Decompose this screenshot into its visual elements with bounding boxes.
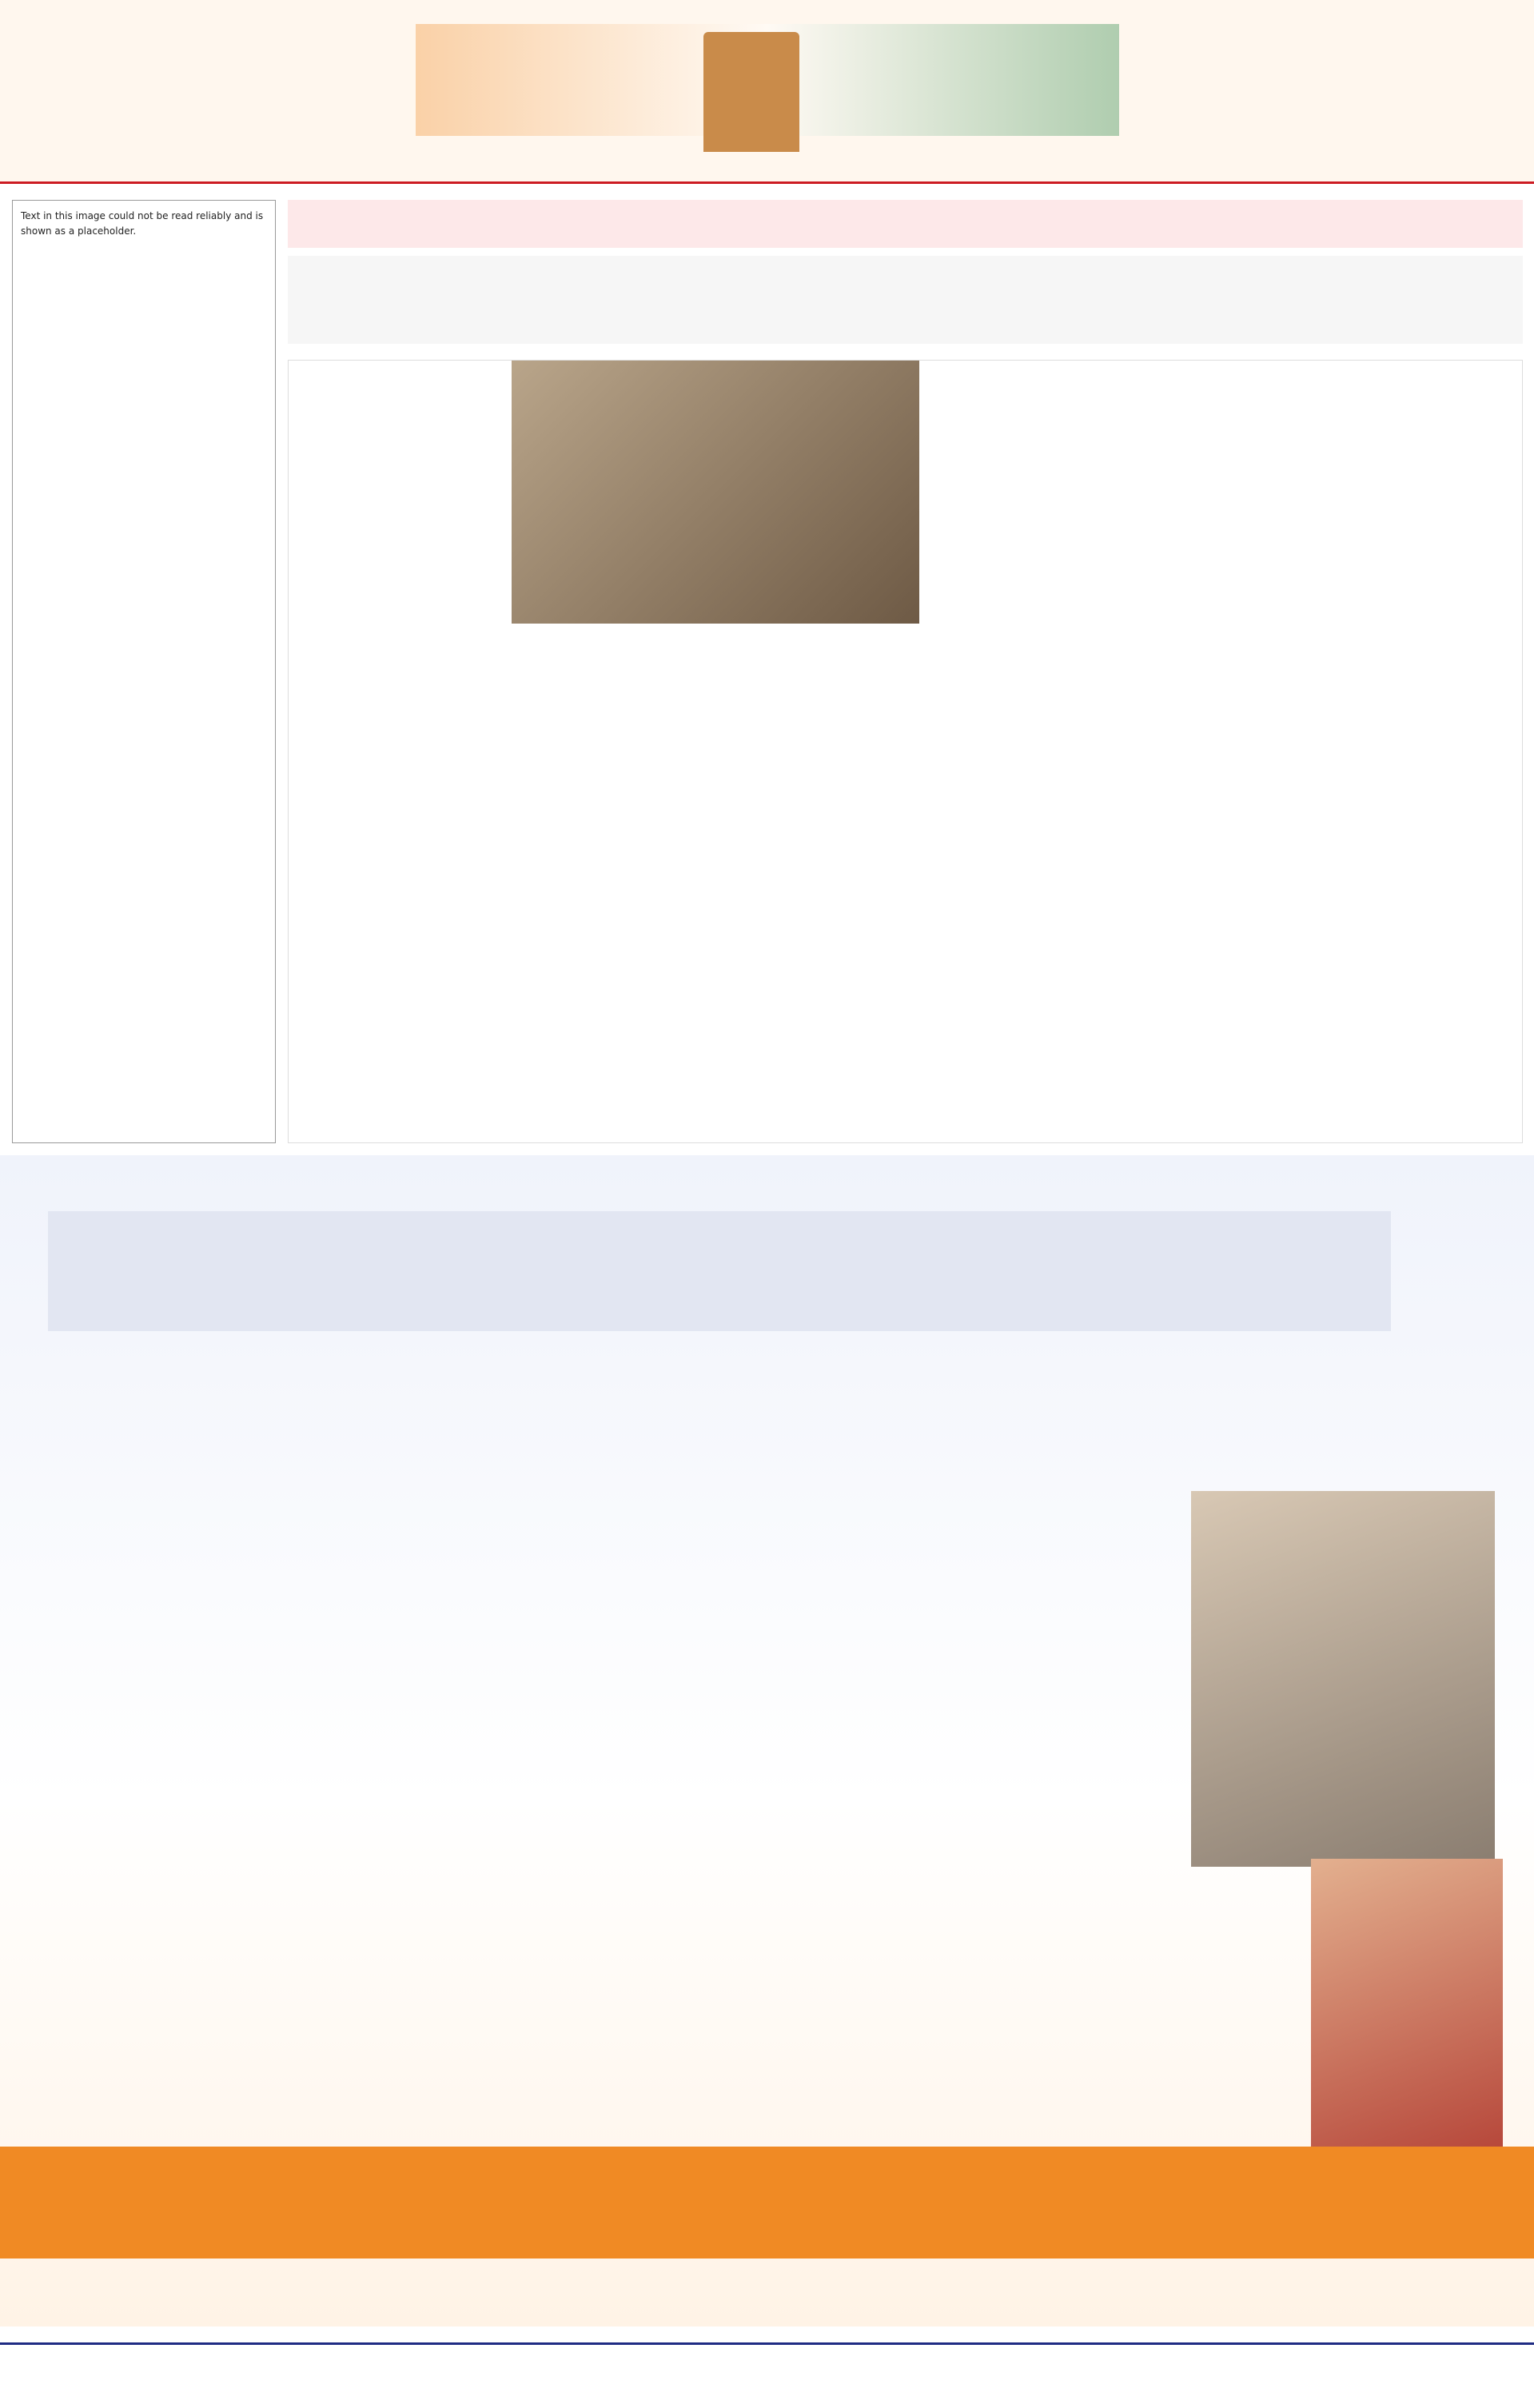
- india-gate-illustration: [703, 32, 799, 152]
- placeholder-text: Text in this image could not be read reliably and is shown as a placeholder.: [21, 210, 264, 237]
- pm-photo: [1191, 1491, 1495, 1867]
- story-body: [288, 360, 1523, 1143]
- page-footer: [0, 2342, 1534, 2408]
- left-column: [12, 200, 276, 1143]
- advertisement: [0, 1155, 1534, 2326]
- headline-strip: [288, 200, 1523, 248]
- ad-footer-bar: [0, 2147, 1534, 2258]
- portrait-row: [48, 1211, 1391, 1331]
- headline-block: [288, 256, 1523, 344]
- page-header: [0, 0, 1534, 184]
- main-section: [0, 192, 1534, 1151]
